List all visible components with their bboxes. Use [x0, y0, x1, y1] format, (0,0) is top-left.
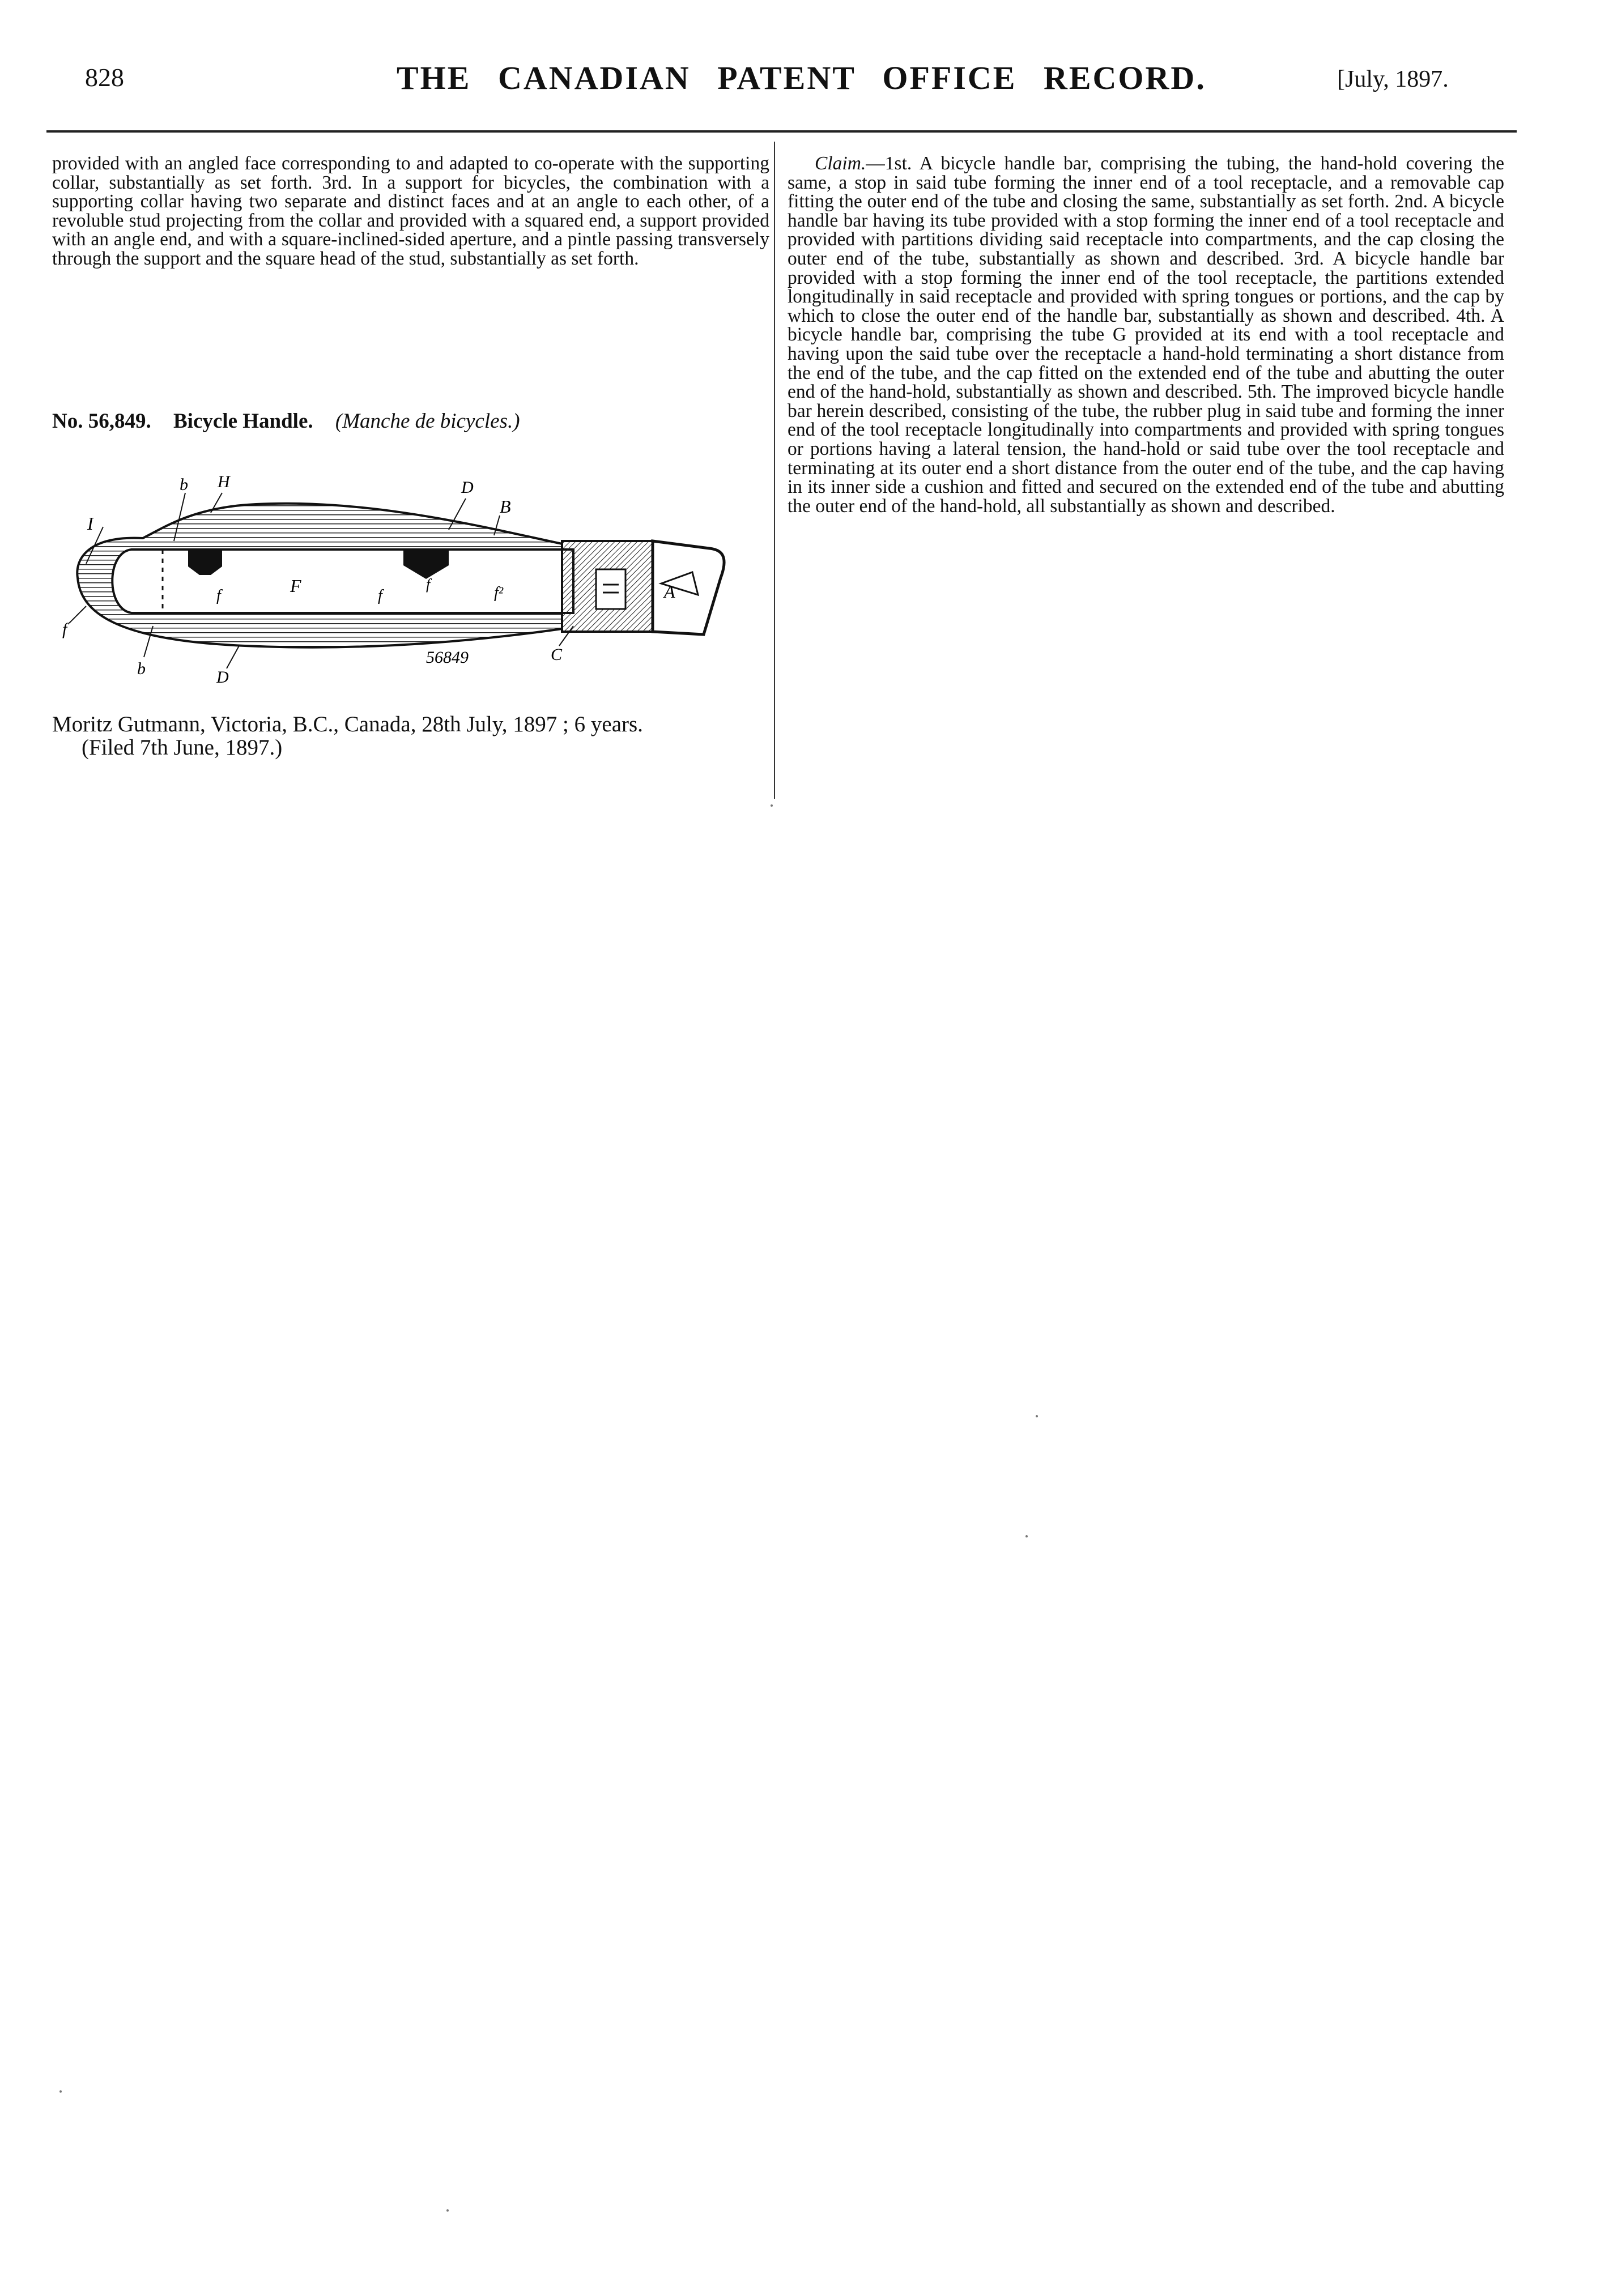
cap-insert	[596, 569, 625, 609]
figure-label: I	[87, 513, 93, 534]
figure-label: f	[62, 620, 67, 638]
figure-label: D	[461, 478, 474, 497]
figure-label: F	[290, 576, 301, 596]
figure-label: f	[216, 587, 221, 604]
patent-title: Bicycle Handle.	[173, 410, 313, 433]
left-column-text	[52, 154, 769, 269]
column-divider	[774, 142, 775, 799]
scan-speck	[1036, 1415, 1038, 1417]
figure-label: H	[218, 472, 230, 491]
tool-receptacle	[112, 549, 573, 613]
drawing-number: 56849	[426, 648, 469, 667]
bicycle-handle-drawing	[52, 465, 769, 691]
figure-label: f	[378, 587, 382, 604]
figure-label: B	[500, 496, 511, 517]
inventor-line: Moritz Gutmann, Victoria, B.C., Canada, 28th July, 1897 ; 6 years.	[52, 712, 643, 736]
patent-caption	[52, 713, 777, 759]
page-number: 828	[85, 63, 124, 92]
scan-speck	[446, 2209, 449, 2212]
patent-french-title: (Manche de bicycles.)	[335, 410, 520, 433]
figure-label: f²	[494, 584, 504, 602]
bicycle-handle-figure	[52, 465, 769, 691]
patent-number: No. 56,849.	[52, 410, 151, 433]
continued-claim-text: provided with an angled face corresponding to and adapted to co-operate with the supporting collar, substantially as set forth. 3rd. In a support for bicycles, the combination with a supporting collar having two separate and distinct faces and at an angle to each other, of a revoluble stud projecting from the collar and provided with a squared end, a support provided with an angle end, and with a square-inclined-sided aperture, and a pintle passing transversely through the support and the square head of the stud, substantially as set forth.	[52, 153, 769, 269]
scan-speck	[1025, 1535, 1028, 1537]
claim-label: Claim.	[815, 153, 866, 174]
figure-label: f	[426, 576, 431, 593]
journal-title: THE CANADIAN PATENT OFFICE RECORD.	[397, 59, 1206, 96]
scan-speck	[59, 2090, 62, 2093]
figure-label: A	[664, 581, 675, 602]
figure-label: b	[137, 659, 146, 678]
header-rule	[46, 130, 1517, 133]
patent-entry-heading	[52, 409, 769, 433]
right-column-claims	[788, 154, 1504, 516]
figure-label: D	[216, 668, 229, 687]
page-header	[0, 59, 1613, 108]
filed-line: (Filed 7th June, 1897.)	[82, 735, 283, 760]
claim-text: —1st. A bicycle handle bar, comprising the tubing, the hand-hold covering the same, a stop in said tube forming the inner end of a tool receptacle, and a removable cap fitting the outer end of the tube and closing the same, substantially as set forth. 2nd. A bicycle handle bar having its tube provided with a stop forming the inner end of a tool receptacle and provided with partitions dividing said receptacle into compartments, and the cap closing the outer end of the tube, substantially as shown and described. 3rd. A bicycle handle bar provided with a stop forming the inner end of the tool receptacle, the partitions extended longitudinally in said receptacle and provided with spring tongues or portions, and the cap by which to close the outer end of the handle bar, substantially as shown and described. 4th. A bicycle handle bar, comprising the tube G provided at its end with a tool receptacle and having upon the said tube over the receptacle a hand-hold terminating a short distance from the end of the tube, and the cap fitted on the extended end of the tube and abutting the outer end of the hand-hold, substantially as shown and described. 5th. The improved bicycle handle bar herein described, consisting of the tube, the rubber plug in said tube and forming the inner end of the tool receptacle longitudinally into compartments and provided with spring tongues or portions having a lateral tension, the hand-hold or said tube over the tool receptacle and terminating at its outer end a short distance from the outer end of the tube, and the cap having in its inner side a cushion and fitted and secured on the extended end of the tube and abutting the outer end of the hand-hold, all substantially as shown and described.	[788, 153, 1504, 517]
bar-extension	[653, 541, 724, 634]
figure-label: b	[180, 475, 188, 494]
issue-date: [July, 1897.	[1337, 66, 1449, 92]
figure-label: C	[551, 645, 563, 664]
scan-speck	[771, 804, 773, 807]
